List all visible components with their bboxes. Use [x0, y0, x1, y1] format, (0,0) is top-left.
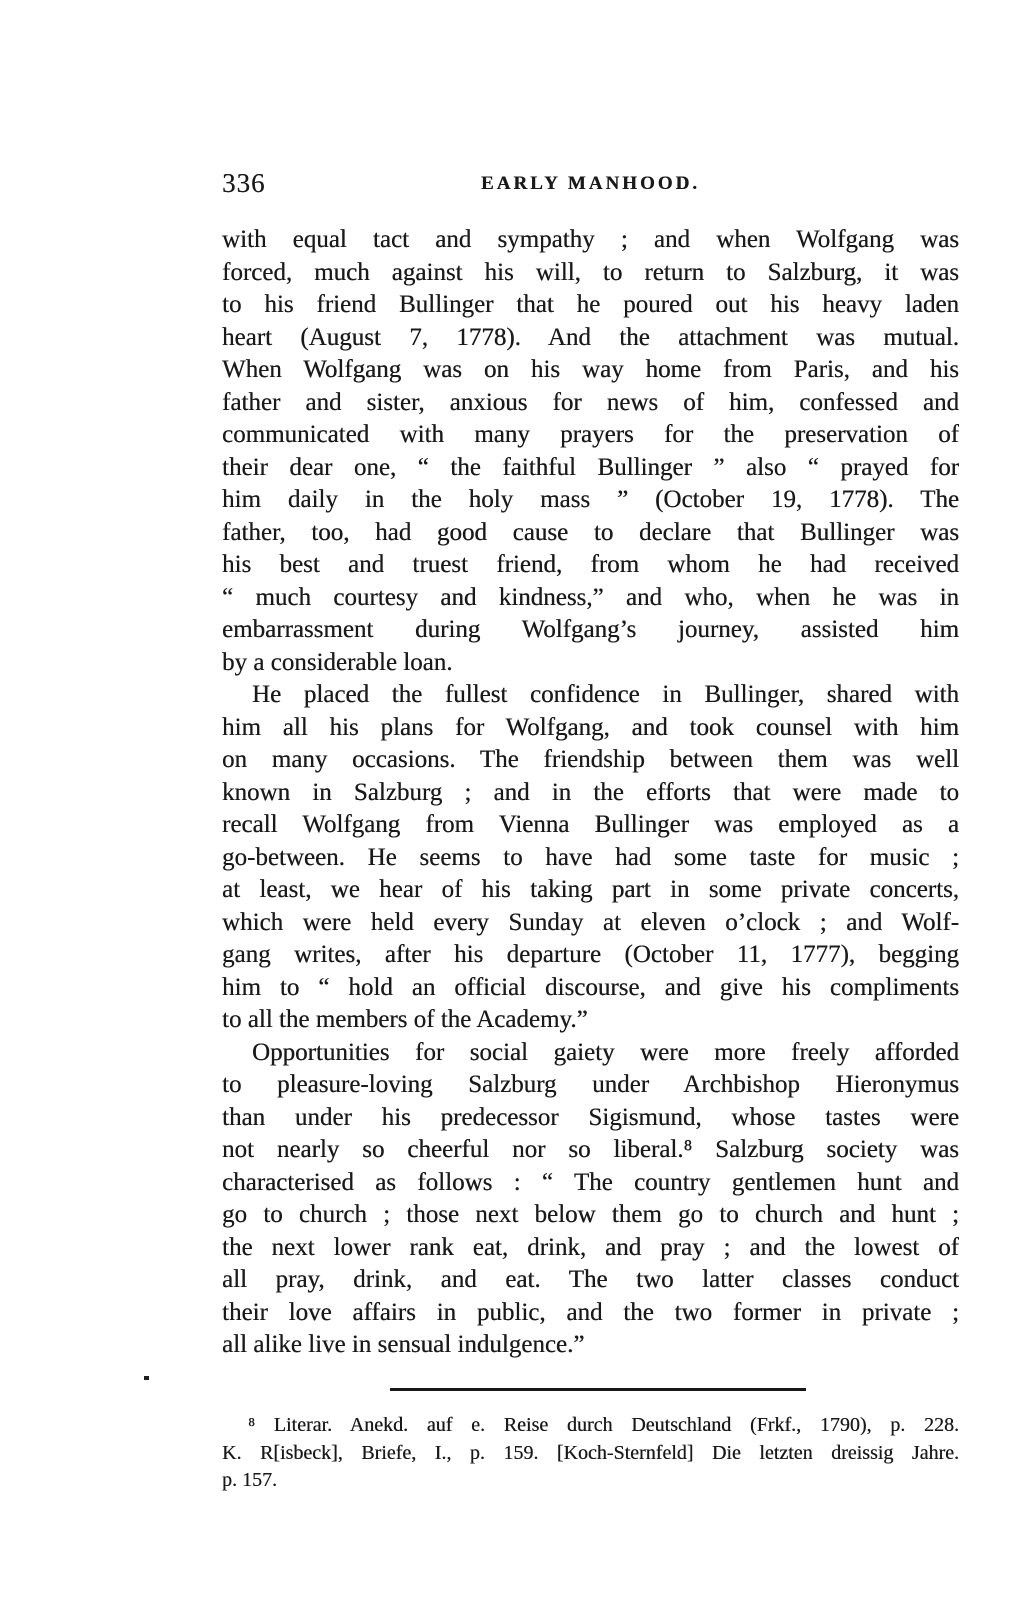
text-line: to all the members of the Academy.” — [222, 1006, 588, 1033]
text-line: him to “ hold an official discourse, and give his compliments — [222, 973, 959, 1001]
text-line: ⁸ Literar. Anekd. auf e. Reise durch Deutschland (Frkf., 1790), p. 228. — [248, 1414, 959, 1436]
text-line: p. 157. — [222, 1469, 277, 1491]
text-line: When Wolfgang was on his way home from Paris, and his — [222, 356, 959, 383]
text-line: on many occasions. The friendship between them was well — [222, 746, 959, 773]
footnote — [222, 1412, 959, 1495]
running-header: EARLY MANHOOD. — [481, 173, 700, 194]
text-line: K. R[isbeck], Briefe, I., p. 159. [Koch-Sternfeld] Die letzten dreissig Jahre. — [222, 1441, 959, 1464]
text-line: him daily in the holy mass ” (October 19, 1778). The — [222, 486, 959, 513]
text-line: to pleasure-loving Salzburg under Archbishop Hieronymus — [222, 1071, 959, 1098]
ink-speck — [144, 1376, 149, 1380]
text-line: He placed the fullest confidence in Bullinger, shared with — [252, 681, 959, 708]
text-line: characterised as follows : “ The country gentlemen hunt and — [222, 1168, 959, 1196]
text-line: recall Wolfgang from Vienna Bullinger was employed as a — [222, 811, 959, 838]
text-line: him all his plans for Wolfgang, and took counsel with him — [222, 713, 959, 741]
text-line: which were held every Sunday at eleven o’clock ; and Wolf- — [222, 908, 959, 936]
body-text — [222, 224, 959, 1362]
text-line: communicated with many prayers for the preservation of — [222, 421, 959, 448]
text-line: not nearly so cheerful nor so liberal.⁸ Salzburg society was — [222, 1136, 959, 1163]
text-line: their love affairs in public, and the two former in private ; — [222, 1298, 959, 1326]
text-line: by a considerable loan. — [222, 648, 453, 676]
text-line: go to church ; those next below them go to church and hunt ; — [222, 1201, 959, 1228]
text-line: father and sister, anxious for news of him, confessed and — [222, 388, 959, 416]
text-line: to his friend Bullinger that he poured out his heavy laden — [222, 291, 959, 318]
text-line: all alike live in sensual indulgence.” — [222, 1331, 585, 1358]
text-line: Opportunities for social gaiety were more freely afforded — [252, 1038, 959, 1066]
text-line: their dear one, “ the faithful Bullinger ” also “ prayed for — [222, 453, 959, 481]
text-line: go-between. He seems to have had some taste for music ; — [222, 843, 959, 871]
page-number: 336 — [222, 168, 266, 198]
text-line: at least, we hear of his taking part in some private concerts, — [222, 876, 959, 903]
text-line: the next lower rank eat, drink, and pray ; and the lowest of — [222, 1233, 959, 1261]
text-line: than under his predecessor Sigismund, whose tastes were — [222, 1103, 959, 1131]
footnote-separator-rule — [390, 1388, 806, 1391]
text-line: known in Salzburg ; and in the efforts that were made to — [222, 778, 959, 806]
text-line: forced, much against his will, to return to Salzburg, it was — [222, 258, 959, 286]
text-line: his best and truest friend, from whom he had received — [222, 551, 959, 578]
paragraph — [222, 1037, 959, 1362]
text-line: all pray, drink, and eat. The two latter classes conduct — [222, 1266, 959, 1293]
paragraph — [222, 224, 959, 679]
text-line: heart (August 7, 1778). And the attachment was mutual. — [222, 323, 959, 351]
text-line: “ much courtesy and kindness,” and who, when he was in — [222, 583, 959, 611]
text-line: father, too, had good cause to declare that Bullinger was — [222, 518, 959, 546]
text-line: embarrassment during Wolfgang’s journey, assisted him — [222, 616, 959, 643]
page-header — [222, 168, 959, 200]
paragraph — [222, 679, 959, 1037]
text-line: gang writes, after his departure (October 11, 1777), begging — [222, 941, 959, 968]
text-line: with equal tact and sympathy ; and when Wolfgang was — [222, 226, 959, 253]
